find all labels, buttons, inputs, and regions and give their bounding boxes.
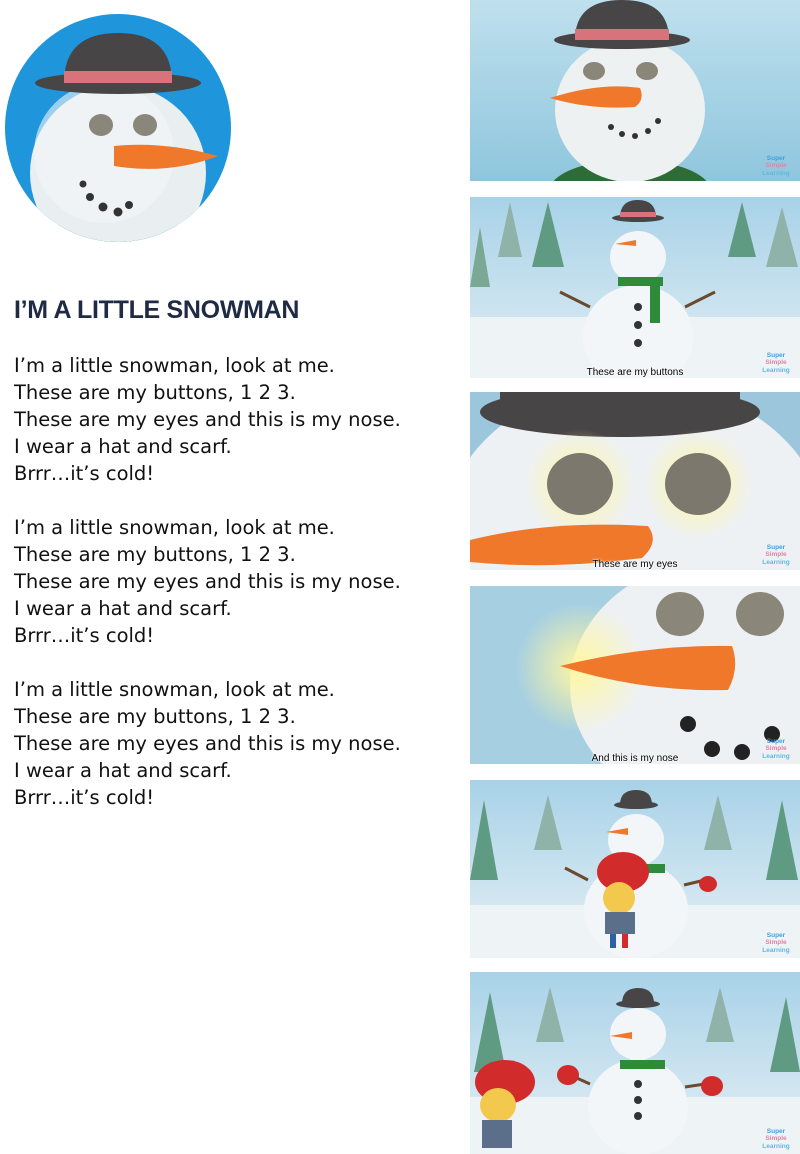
lyric-line: I wear a hat and scarf. <box>14 597 232 620</box>
lyric-line: Brrr…it’s cold! <box>14 786 155 809</box>
snowman-avatar <box>4 13 232 248</box>
super-simple-learning-logo: Super Simple Learning <box>762 737 790 760</box>
video-caption: These are my eyes <box>592 559 678 570</box>
video-still-5 <box>470 780 800 958</box>
video-caption: These are my buttons <box>586 367 684 378</box>
super-simple-learning-logo: Super Simple Learning <box>762 543 790 566</box>
super-simple-learning-logo: Super Simple Learning <box>762 154 790 177</box>
song-title: I’M A LITTLE SNOWMAN <box>14 296 300 324</box>
super-simple-learning-logo: Super Simple Learning <box>762 351 790 374</box>
lyric-line: These are my buttons, 1 2 3. <box>14 705 296 728</box>
lyric-line: These are my eyes and this is my nose. <box>14 408 401 431</box>
video-caption: And this is my nose <box>591 753 679 764</box>
lyric-line: Brrr…it’s cold! <box>14 624 155 647</box>
video-still-6 <box>470 972 800 1154</box>
lyric-line: Brrr…it’s cold! <box>14 462 155 485</box>
lyric-line: These are my eyes and this is my nose. <box>14 570 401 593</box>
lyric-line: These are my buttons, 1 2 3. <box>14 543 296 566</box>
lyric-line: I’m a little snowman, look at me. <box>14 516 335 539</box>
super-simple-learning-logo: Super Simple Learning <box>762 931 790 954</box>
lyric-line: I’m a little snowman, look at me. <box>14 354 335 377</box>
lyric-line: I’m a little snowman, look at me. <box>14 678 335 701</box>
verse-1 <box>14 352 401 487</box>
video-still-1 <box>470 0 800 181</box>
lyric-line: These are my buttons, 1 2 3. <box>14 381 296 404</box>
video-still-2 <box>470 197 800 378</box>
video-still-3 <box>470 392 800 570</box>
lyric-line: I wear a hat and scarf. <box>14 759 232 782</box>
lyrics <box>14 352 401 838</box>
verse-2 <box>14 514 401 649</box>
super-simple-learning-logo: Super Simple Learning <box>762 1127 790 1150</box>
verse-3 <box>14 676 401 811</box>
video-still-4 <box>470 586 800 764</box>
lyric-line: These are my eyes and this is my nose. <box>14 732 401 755</box>
lyric-line: I wear a hat and scarf. <box>14 435 232 458</box>
